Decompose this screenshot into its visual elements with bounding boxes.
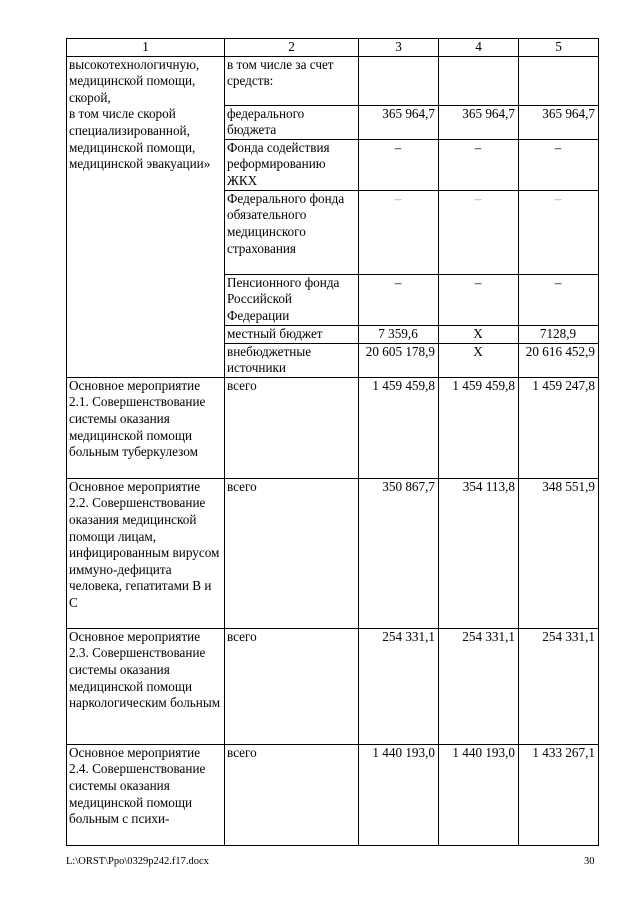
measure-name-cell: Основное мероприятие 2.1. Совершенствование системы оказания медицинской помощи больным туберкулезом [67,377,225,478]
value-cell: 254 331,1 [359,628,439,744]
value-cell: 254 331,1 [519,628,599,744]
value-cell: 350 867,7 [359,478,439,628]
column-number: 3 [359,39,439,57]
table-row [67,478,599,628]
value-cell: – [519,139,599,190]
column-number: 2 [225,39,359,57]
value-cell: 1 459 247,8 [519,377,599,478]
page-number: 30 [584,856,595,867]
value-cell: – [359,139,439,190]
table-row [67,377,599,478]
value-cell: 1 459 459,8 [359,377,439,478]
value-cell [439,56,519,105]
value-cell: 7128,9 [519,325,599,343]
value-cell: 348 551,9 [519,478,599,628]
value-cell: 20 616 452,9 [519,343,599,377]
value-cell: – [519,190,599,274]
funding-source-cell: в том числе за счет средств: [225,56,359,105]
value-cell: 20 605 178,9 [359,343,439,377]
program-description-cell: высокотехнологичную, медицинской помощи, скорой, в том числе скорой специализированной, медицинской помощи, медицинской эвакуации» [67,56,225,377]
table-row [67,628,599,744]
value-cell: – [359,190,439,274]
value-cell: 1 433 267,1 [519,744,599,845]
value-cell: 354 113,8 [439,478,519,628]
measure-name-cell: Основное мероприятие 2.2. Совершенствование оказания медицинской помощи лицам, инфицированным вирусом иммуно-дефицита человека, гепатитами В и С [67,478,225,628]
column-number: 4 [439,39,519,57]
value-cell: 1 459 459,8 [439,377,519,478]
funding-source-cell: Пенсионного фонда Российской Федерации [225,274,359,325]
column-number-row [67,39,599,57]
funding-source-cell: внебюджетные источники [225,343,359,377]
file-path-footer: L:\ORST\Ppo\0329p242.f17.docx [66,856,209,867]
funding-source-cell: всего [225,628,359,744]
value-cell: 1 440 193,0 [439,744,519,845]
value-cell: Х [439,325,519,343]
value-cell: – [359,274,439,325]
funding-source-cell: Фонда содействия реформированию ЖКХ [225,139,359,190]
budget-table [66,38,599,846]
measure-name-cell: Основное мероприятие 2.4. Совершенствование системы оказания медицинской помощи больным с психи- [67,744,225,845]
value-cell: 365 964,7 [519,105,599,139]
value-cell: – [439,274,519,325]
value-cell: 365 964,7 [439,105,519,139]
value-cell: – [519,274,599,325]
funding-source-cell: Федерального фонда обязательного медицинского страхования [225,190,359,274]
value-cell: 1 440 193,0 [359,744,439,845]
funding-source-cell: местный бюджет [225,325,359,343]
measure-name-cell: Основное мероприятие 2.3. Совершенствование системы оказания медицинской помощи наркологическим больным [67,628,225,744]
value-cell: 254 331,1 [439,628,519,744]
funding-source-cell: всего [225,744,359,845]
column-number: 5 [519,39,599,57]
value-cell: – [439,139,519,190]
value-cell [519,56,599,105]
value-cell: 365 964,7 [359,105,439,139]
value-cell: – [439,190,519,274]
column-number: 1 [67,39,225,57]
table-row [67,744,599,845]
value-cell: 7 359,6 [359,325,439,343]
funding-source-cell: федерального бюджета [225,105,359,139]
funding-source-cell: всего [225,377,359,478]
value-cell: Х [439,343,519,377]
funding-source-cell: всего [225,478,359,628]
table-row [67,56,599,105]
value-cell [359,56,439,105]
